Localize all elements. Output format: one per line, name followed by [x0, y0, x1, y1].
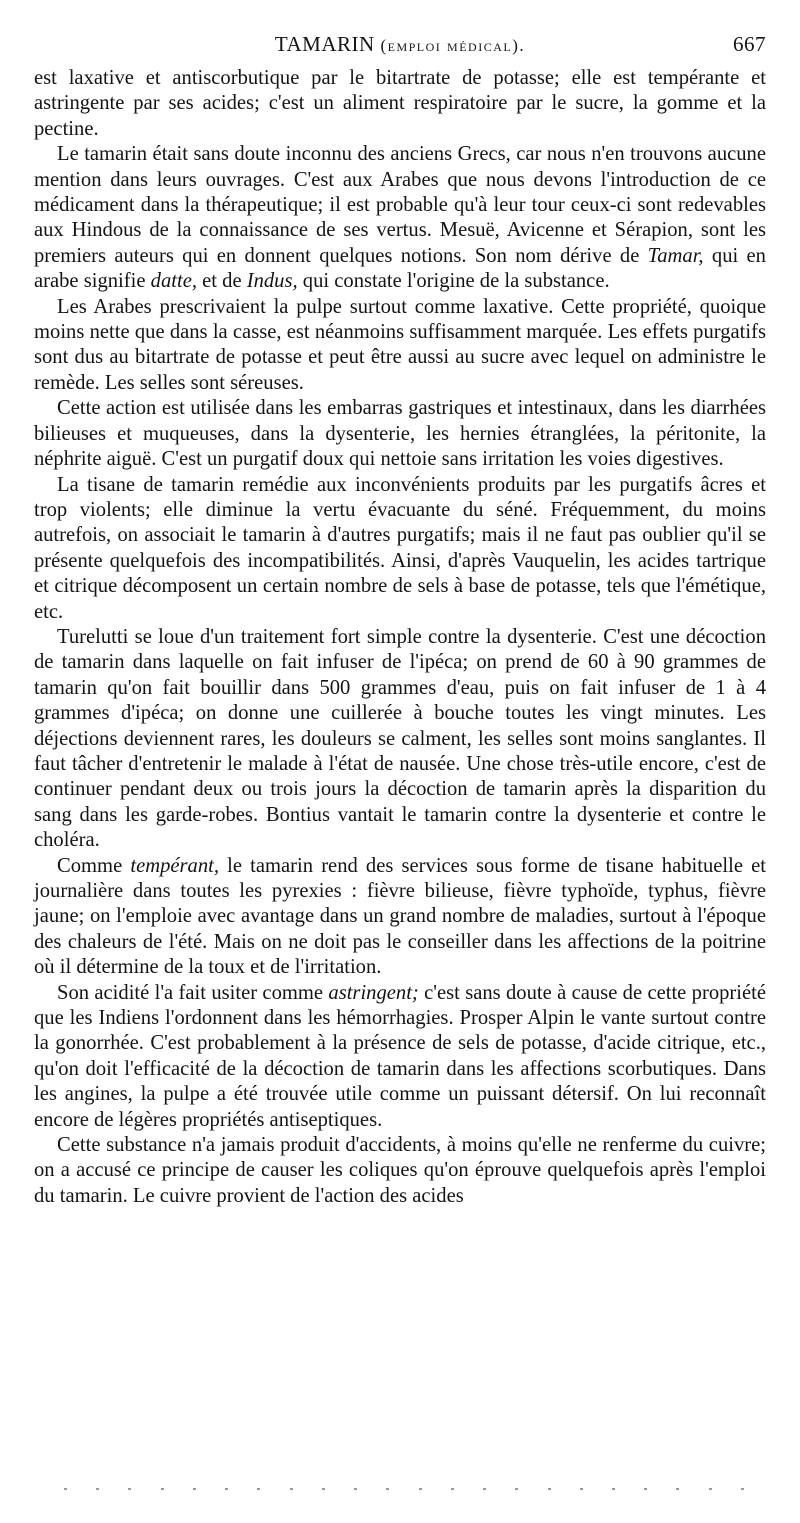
print-mark	[386, 1488, 389, 1490]
print-mark	[290, 1488, 293, 1490]
running-head	[34, 0, 766, 66]
print-mark	[193, 1488, 196, 1490]
running-title-main: TAMARIN	[274, 32, 375, 56]
print-mark	[451, 1488, 454, 1490]
paragraph-9: Cette substance n'a jamais produit d'accidents, à moins qu'elle ne renferme du cuivre; on a accusé ce principe de causer les coliques qu'on éprouve quelquefois après l'emploi du tamarin. Le cuivre provient de l'action des acides	[34, 1134, 766, 1207]
paragraph-8-text-a: Son acidité l'a fait usiter comme	[57, 981, 329, 1004]
paragraph-2	[34, 142, 766, 294]
paragraph-2-text-b: qui en arabe signifie	[34, 244, 766, 293]
print-mark	[354, 1488, 357, 1490]
paragraph-5: La tisane de tamarin remédie aux inconvénients produits par les purgatifs âcres et trop violents; elle diminue la vertu évacuante du séné. Fréquemment, du moins autrefois, on associait le tamarin à d'autres purgatifs; mais il ne faut pas oublier qu'il se présente quelquefois des incompatibilités. Ainsi, d'après Vauquelin, les acides tartrique et citrique décomposent un certain nombre de sels à base de potasse, tels que l'émétique, etc.	[34, 473, 766, 623]
paragraph-7	[34, 854, 766, 981]
running-title-subtitle: (emploi médical).	[380, 36, 526, 55]
print-mark	[515, 1488, 518, 1490]
term-datte: datte,	[150, 270, 197, 293]
paragraph-2-text-a: Le tamarin était sans doute inconnu des anciens Grecs, car nous n'en trouvons aucune mention dans leurs ouvrages. C'est aux Arabes que nous devons l'introduction de ce médicament dans la thérapeutique; il est probable qu'à leur tour ceux-ci sont redevables aux Hindous de la connaissance de ses vertus. Mesuë, Avicenne et Sérapion, sont les premiers auteurs qui en donnent quelques notions. Son nom dérive de	[34, 143, 766, 267]
paragraph-8-text-b: c'est sans doute à cause de cette propriété que les Indiens l'ordonnent dans les hémorrhagies. Prosper Alpin le vante surtout contre la gonorrhée. C'est probablement à la présence de sels de potasse, d'acide citrique, etc., qu'on doit l'efficacité de la décoction de tamarin dans les affections scorbutiques. Dans les angines, la pulpe a été trouvée utile comme un puissant détersif. On lui reconnaît encore de légères propriétés antiseptiques.	[34, 981, 767, 1131]
print-mark	[161, 1488, 164, 1490]
term-tamar: Tamar,	[647, 244, 704, 267]
print-mark	[548, 1488, 551, 1490]
print-mark	[64, 1488, 67, 1490]
term-temperant: tempérant,	[130, 854, 220, 877]
paragraph-3: Les Arabes prescrivaient la pulpe surtout comme laxative. Cette propriété, quoique moins nette que dans la casse, est néanmoins suffisamment marquée. Les effets purgatifs sont dus au bitartrate de potasse et peut être aussi au sucre avec lequel on administre le remède. Les selles sont séreuses.	[34, 295, 766, 394]
print-mark	[676, 1488, 679, 1490]
book-page	[34, 0, 766, 1209]
bottom-print-marks	[64, 1488, 744, 1492]
term-indus: Indus,	[246, 270, 298, 293]
print-mark	[128, 1488, 131, 1490]
term-astringent: astringent;	[328, 981, 419, 1004]
print-mark	[644, 1488, 647, 1490]
paragraph-7-text-b: le tamarin rend des services sous forme de tisane habituelle et journalière dans toutes les pyrexies : fièvre bilieuse, fièvre typhoïde, typhus, fièvre jaune; on l'emploie avec avantage dans un grand nombre de maladies, surtout à l'époque des chaleurs de l'été. Mais on ne doit pas le conseiller dans les affections de la poitrine où il détermine de la toux et de l'irritation.	[34, 854, 767, 979]
paragraph-2-text-c: et de	[196, 270, 247, 293]
body-text	[34, 66, 766, 1209]
print-mark	[96, 1488, 99, 1490]
print-mark	[580, 1488, 583, 1490]
paragraph-2-text-d: qui constate l'origine de la substance.	[297, 270, 610, 293]
running-title	[34, 32, 766, 57]
paragraph-7-text-a: Comme	[57, 854, 131, 877]
print-mark	[322, 1488, 325, 1490]
print-mark	[741, 1488, 744, 1490]
print-mark	[419, 1488, 422, 1490]
print-mark	[709, 1488, 712, 1490]
paragraph-4: Cette action est utilisée dans les embarras gastriques et intestinaux, dans les diarrhées bilieuses et muqueuses, dans la dysenterie, les hernies étranglées, la péritonite, la néphrite aiguë. C'est un purgatif doux qui nettoie sans irritation les voies digestives.	[34, 397, 766, 471]
print-mark	[257, 1488, 260, 1490]
print-mark	[225, 1488, 228, 1490]
print-mark	[612, 1488, 615, 1490]
page-number: 667	[733, 32, 766, 56]
paragraph-8	[34, 981, 766, 1133]
paragraph-6: Turelutti se loue d'un traitement fort simple contre la dysenterie. C'est une décoction de tamarin dans laquelle on fait infuser de l'ipéca; on prend de 60 à 90 grammes de tamarin qu'on fait bouillir dans 500 grammes d'eau, puis on fait infuser de 1 à 4 grammes d'ipéca; on donne une cuillerée à bouche toutes les vingt minutes. Les déjections deviennent rares, les douleurs se calment, les selles sont moins sanglantes. Il faut tâcher d'entretenir le malade à l'état de nausée. Une chose très-utile encore, c'est de continuer pendant deux ou trois jours la décoction de tamarin après la disparition du sang dans les garde-robes. Bontius vantait le tamarin contre la dysenterie et contre le choléra.	[34, 625, 766, 852]
print-mark	[483, 1488, 486, 1490]
paragraph-1: est laxative et antiscorbutique par le bitartrate de potasse; elle est tempérante et astringente par ses acides; c'est un aliment respiratoire par le sucre, la gomme et la pectine.	[34, 67, 766, 140]
